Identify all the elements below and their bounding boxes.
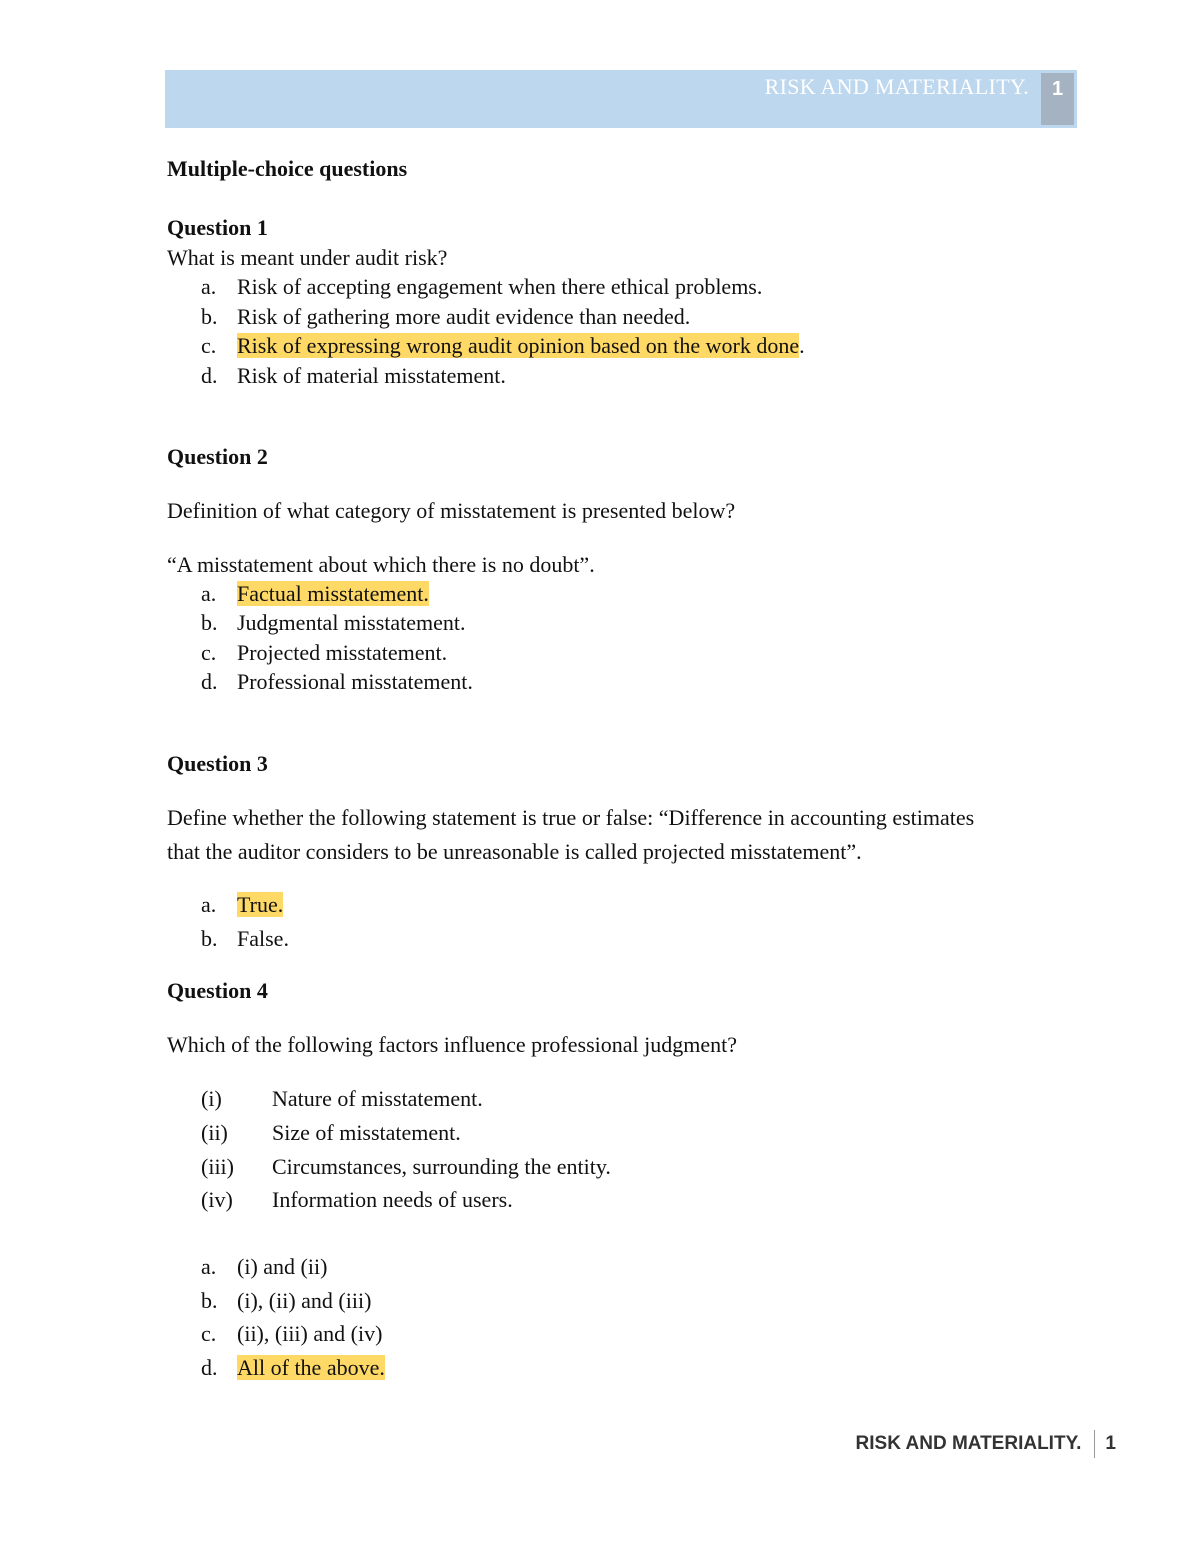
q3-option-a-answer-highlight: True. [237, 892, 284, 917]
question-3-title: Question 3 [167, 751, 268, 776]
q1-option-d-text: Risk of material misstatement. [237, 363, 506, 388]
q4-factor-2-number: (ii) [201, 1120, 228, 1145]
question-3-prompt-line-1: Define whether the following statement is true or false: “Difference in accounting estimates [167, 805, 975, 830]
q1-option-a-text: Risk of accepting engagement when there ethical problems. [237, 274, 763, 299]
q1-option-c-suffix: . [799, 333, 805, 358]
page-footer [856, 1430, 1116, 1458]
q2-option-a-letter: a. [201, 581, 217, 606]
q1-option-b-text: Risk of gathering more audit evidence than needed. [237, 304, 691, 329]
q1-option-c-letter: c. [201, 333, 217, 358]
question-2-prompt: Definition of what category of misstatement is presented below? [167, 498, 736, 523]
q4-option-d-answer-highlight: All of the above. [237, 1355, 385, 1380]
footer-page-number: 1 [1105, 1433, 1116, 1454]
q4-factor-2-text: Size of misstatement. [272, 1120, 461, 1145]
question-1-prompt: What is meant under audit risk? [167, 245, 448, 270]
footer-divider [1094, 1430, 1095, 1458]
q1-option-a-letter: a. [201, 274, 217, 299]
q1-option-c [237, 333, 805, 359]
q3-option-a-letter: a. [201, 892, 217, 917]
question-4-title: Question 4 [167, 978, 268, 1003]
q2-option-d-letter: d. [201, 669, 218, 694]
q2-option-d-text: Professional misstatement. [237, 669, 473, 694]
q1-option-c-answer-highlight: Risk of expressing wrong audit opinion based on the work done [237, 333, 800, 358]
q1-option-b-letter: b. [201, 304, 218, 329]
page-header [165, 70, 1077, 128]
section-title: Multiple-choice questions [167, 156, 408, 181]
q4-factor-3-number: (iii) [201, 1154, 234, 1179]
question-2-quote: “A misstatement about which there is no doubt”. [167, 552, 595, 577]
q4-option-c-text: (ii), (iii) and (iv) [237, 1321, 383, 1346]
q4-factor-1-number: (i) [201, 1086, 222, 1111]
q4-option-d [237, 1355, 385, 1381]
question-3-prompt-line-2: that the auditor considers to be unreasonable is called projected misstatement”. [167, 839, 862, 864]
q4-factor-1-text: Nature of misstatement. [272, 1086, 483, 1111]
q2-option-c-letter: c. [201, 640, 217, 665]
q2-option-a [237, 581, 429, 607]
q2-option-b-letter: b. [201, 610, 218, 635]
q2-option-b-text: Judgmental misstatement. [237, 610, 466, 635]
header-title: RISK AND MATERIALITY. [764, 74, 1029, 99]
q1-option-d-letter: d. [201, 363, 218, 388]
q3-option-a [237, 892, 283, 918]
q2-option-a-answer-highlight: Factual misstatement. [237, 581, 429, 606]
q4-option-a-letter: a. [201, 1254, 217, 1279]
footer-title: RISK AND MATERIALITY. [855, 1433, 1082, 1454]
header-page-number: 1 [1041, 73, 1074, 125]
question-2-title: Question 2 [167, 444, 268, 469]
question-4-prompt: Which of the following factors influence professional judgment? [167, 1032, 737, 1057]
q4-option-b-letter: b. [201, 1288, 218, 1313]
q3-option-b-text: False. [237, 926, 289, 951]
q3-option-b-letter: b. [201, 926, 218, 951]
q4-factor-3-text: Circumstances, surrounding the entity. [272, 1154, 611, 1179]
q4-option-c-letter: c. [201, 1321, 217, 1346]
q4-option-a-text: (i) and (ii) [237, 1254, 328, 1279]
q4-factor-4-text: Information needs of users. [272, 1187, 513, 1212]
q4-option-d-letter: d. [201, 1355, 218, 1380]
q4-option-b-text: (i), (ii) and (iii) [237, 1288, 372, 1313]
question-1-title: Question 1 [167, 215, 268, 240]
q2-option-c-text: Projected misstatement. [237, 640, 448, 665]
q4-factor-4-number: (iv) [201, 1187, 233, 1212]
